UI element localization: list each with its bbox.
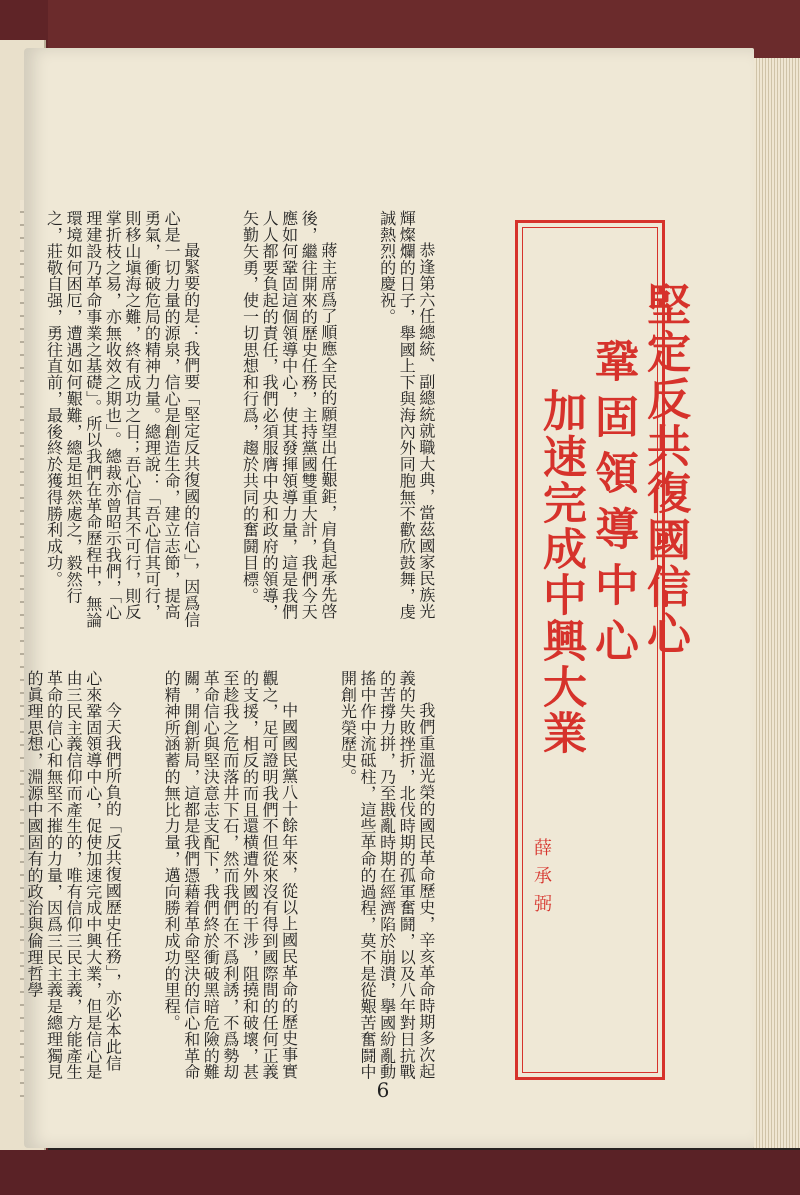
title-line-1: 堅定反共復國信心 [639, 282, 690, 658]
article-column-lower [24, 670, 475, 1085]
paragraph: 最緊要的是：我們要「堅定反共復國的信心」，因爲信心是一切力量的源泉，信心是創造生命，建立志節，提高勇氣，衝破危局的精神力量。總理說：「吾心信其可行，則移山塡海之難，終有成功之日；吾心信其不可行，則反掌折枝之易，亦無收效之期也」。總裁亦曾昭示我們，「心理建設乃革命事業之基礎」。所以我們在革命歷程中，無論環境如何困厄，遭遇如何艱難，總是坦然處之，毅然行之，莊敬自强，勇往直前，最後終於獲得勝利成功。 [44, 210, 201, 629]
paragraph: 恭逢第六任總統、副總統就職大典，當茲國家民族光輝燦爛的日子，舉國上下與海內外同胞無不歡欣鼓舞，虔誠熱烈的慶祝。 [377, 210, 436, 620]
author-name: 薛承弼 [531, 838, 552, 922]
title-line-3: 加速完成中興大業 [535, 388, 586, 756]
book-cover-bottom [0, 1150, 800, 1195]
paragraph: 我們重溫光榮的國民革命歷史，辛亥革命時期多次起義的失敗挫折，北伐時期的孤軍奮鬪，以及八年對日抗戰的苦撐力拼，乃至戡亂時期在經濟陷於崩潰，擧國紛亂動搖中作中流砥柱，這些革命的過程，莫不是從艱苦奮鬪中開創光榮歷史。 [338, 670, 436, 1080]
page-number: 6 [376, 1078, 390, 1102]
title-line-2: 鞏固領導中心 [587, 338, 638, 674]
paragraph: 今天我們所負的「反共復國歷史任務」，亦必本此信心來鞏固領導中心，促使加速完成中興大業，但是信心是由三民主義信仰而產生的，唯有信仰三民主義，方能產生革命的信心和無堅不摧的力量，因爲三民主義是總理獨見的眞理思想，淵源中國固有的政治與倫理哲學 [24, 670, 123, 1080]
article-column-upper [44, 210, 475, 630]
paragraph: 蔣主席爲了順應全民的願望出任艱鉅，肩負起承先啓後，繼往開來的歷史任務，主持黨國雙重大計，我們今天應如何鞏固這個領導中心，使其發揮領導力量，這是我們人人都要負起的責任，我們必須服膺中央和政府的領導，矢勤矢勇，使一切思想和行爲，趨於共同的奮鬪目標。 [240, 210, 338, 620]
paragraph: 中國國民黨八十餘年來，從以上國民革命的歷史事實觀之，足可證明我們不但從來沒有得到國際間的任何正義的支援，相反的而且還横遭外國的干涉，阻撓和破壞，甚至趁我之危而落井下石，然而我們在不爲利誘，不爲勢刧革命信心與堅決意志支配下，我們終於衝破黑暗危險的難關，開創新局，這都是我們憑藉着革命堅決的信心和革命的精神所涵蓄的無比力量，邁向勝利成功的里程。 [162, 670, 299, 1080]
